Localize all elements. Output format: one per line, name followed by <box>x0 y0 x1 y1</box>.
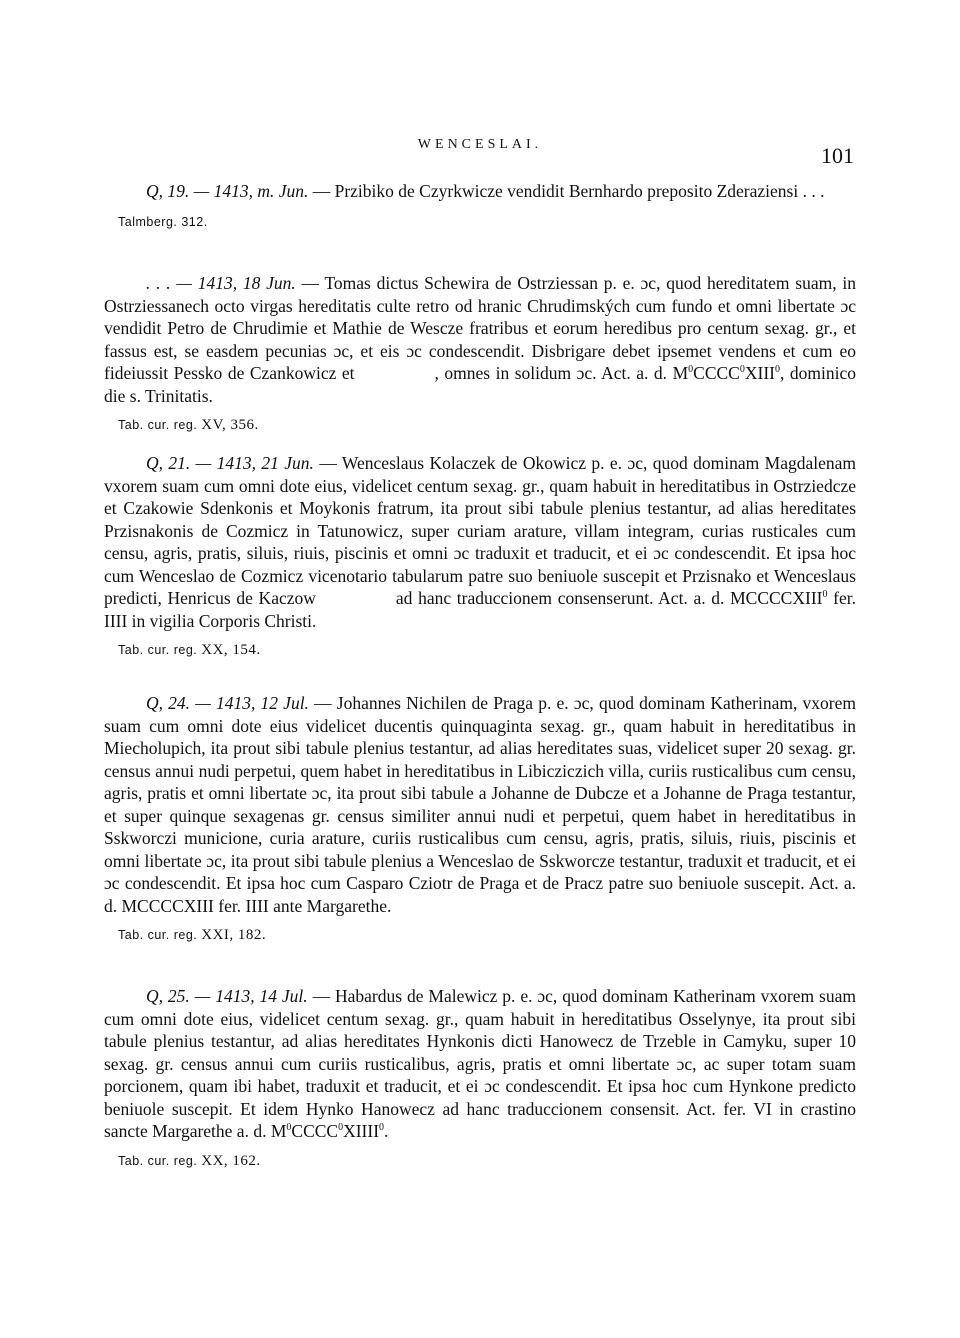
entry-source: Tab. cur. reg. XXI, 182. <box>118 927 267 943</box>
entry-body: — Johannes Nichilen de Praga p. e. ɔc, quod dominam Katherinam, vxorem suam cum omni dote eius videlicet ducentis quinquaginta sexag. gr., quam habuit in hereditatibus in Miecholupich, ita prout sibi tabule plenius testantur, ad alias hereditates suas, videlicet super 20 sexag. gr. census annui nudi perpetui, quem habet in hereditatibus in Libiczicziсh villa, curiis rusticalibus cum censu, agris, pratis et omni libertate ɔc, ita prout sibi tabule a Johanne de Dubcze et a Johanne de Praga testantur, et super quinque sexagenas gr. census similiter annui nudi et perpetui, quem habet in hereditatibus in Sskworczi municione, curia arature, curiis rusticalibus cum censu, agris, pratis, siluis, riuis, piscinis et omni libertate ɔc, ita prout sibi tabule plenius a Wenceslao de Sskworcze testantur, traduxit et traducit, et ei ɔc condescendit. Et ipsa hoc cum Casparo Cziotr de Praga et de Pracz patre suo beniuole suscepit. Act. a. d. MCCCCXIII fer. IIII ante Margarethe. <box>104 693 856 916</box>
entry-date: . . . — 1413, 18 Jun. <box>146 273 296 293</box>
entry-body: — Tomas dictus Schewira de Ostrziessan p. e. ɔc, quod hereditatem suam, in Ostrziessanech octo virgas hereditatis culte retro od hranic Chrudimských cum fundo et omni libertate ɔc vendidit Petro de Chrudimie et Mathie de Wescze fratribus et eorum heredibus pro centum sexag. gr., et fassus est, se easdem pecunias ɔc, et eis ɔc condescendit. Disbrigare debet ipsemet vendens et cum eo fideiussit Pessko de Czankowicz et <box>104 273 856 383</box>
entry-date: Q, 25. — 1413, 14 Jul. <box>146 986 308 1006</box>
entry-source: Tab. cur. reg. XX, 162. <box>118 1152 261 1169</box>
page-number: 101 <box>821 143 854 168</box>
entry-body: — Wenceslaus Kolaczek de Okowicz p. e. ɔc, quod dominam Magdalenam vxorem suam cum omni dote eius, videlicet centum sexag. gr., quam habuit in hereditatibus in Ostrziedcze et Czakowie Sdenkonis et Moykonis fratrum, ita prout sibi tabule plenius testantur, ad alias hereditates Przisnakonis de Cozmicz in Tatunowicz, super curiam arature, villam integram, curias rusticales cum censu, agris, pratis, siluis, riuis, piscinis et omni ɔc traduxit et traducit, et ei ɔc condescendit. Et ipsa hoc cum Wenceslao de Cozmicz vicenotario tabularum patre suo beniuole suscepit et Przisnako et Wenceslaus predicti, Henricus de Kaczow <box>104 453 857 608</box>
running-title: WENCESLAI. <box>417 137 543 152</box>
entry-q24 <box>104 692 856 944</box>
entry-body: — Przibiko de Czyrkwicze vendidit Bernhardo preposito Zderaziensi . . . <box>308 181 825 201</box>
entry-date: Q, 21. — 1413, 21 Jun. <box>146 453 314 473</box>
entry-date: Q, 24. — 1413, 12 Jul. <box>146 693 309 713</box>
entry-source: Tab. cur. reg. XV, 356. <box>118 417 259 433</box>
running-head <box>104 137 856 167</box>
entry-text: Q, 21. — 1413, 21 Jun. — Wenceslaus Kolaczek de Okowicz p. e. ɔc, quod dominam Magdalenam vxorem suam cum omni dote eius, videlicet centum sexag. gr., quam habuit in hereditatibus in Ostrziedcze et Czakowie Sdenkonis et Moykonis fratrum, ita prout sibi tabule plenius testantur, ad alias hereditates Przisnakonis de Cozmicz in Tatunowicz, super curiam arature, villam integram, curias rusticales cum censu, agris, pratis, siluis, riuis, piscinis et omni ɔc traduxit et traducit, et ei ɔc condescendit. Et ipsa hoc cum Wenceslao de Cozmicz vicenotario tabularum patre suo beniuole suscepit et Przisnako et Wenceslaus predicti, Henricus de Kaczow ad hanc traduccionem consenserunt. Act. a. d. MCCCCXIII$^0$ fer. IIII in vigilia Corporis Christi. <box>104 453 857 631</box>
entry-q19 <box>104 180 856 229</box>
entry-text <box>104 692 856 917</box>
entry-source: Tab. cur. reg. XX, 154. <box>118 642 261 658</box>
entry-body: — Habardus de Malewicz p. e. ɔc, quod dominam Katherinam vxorem suam cum omni dote eius, videlicet centum sexag. gr., quam habuit in hereditatibus Osselynye, ita prout sibi tabule plenius testantur, ad alias hereditates Hynkonis dicti Hanowecz de Trzeble in Camyku, super 10 sexag. gr. census annui cum curiis rusticalibus, agris, pratis et omni libertate ɔc, ac super totam suam porcionem, quam ibi habet, traduxit et traducit, et ei ɔc condescendit. Et ipsa hoc cum Hynkone predicto beniuole suscepit. Et idem Hynko Hanowecz ad hanc traduccionem consensit. Act. fer. VI in crastino sancte Margarethe a. d. M <box>104 986 856 1141</box>
entry-18jun <box>104 272 856 434</box>
entry-q21 <box>104 452 856 659</box>
entry-text: Q, 25. — 1413, 14 Jul. — Habardus de Malewicz p. e. ɔc, quod dominam Katherinam vxorem suam cum omni dote eius, videlicet centum sexag. gr., quam habuit in hereditatibus Osselynye, ita prout sibi tabule plenius testantur, ad alias hereditates Hynkonis dicti Hanowecz de Trzeble in Camyku, super 10 sexag. gr. census annui cum curiis rusticalibus, agris, pratis et omni libertate ɔc, ac super totam suam porcionem, quam ibi habet, traduxit et traducit, et ei ɔc condescendit. Et ipsa hoc cum Hynkone predicto beniuole suscepit. Et idem Hynko Hanowecz ad hanc traduccionem consensit. Act. fer. VI in crastino sancte Margarethe a. d. $M^0CCCC^0XIIII^0$. <box>104 986 856 1141</box>
entry-source: Talmberg. 312. <box>118 214 208 229</box>
entry-text <box>104 180 856 203</box>
entry-date: Q, 19. — 1413, m. Jun. <box>146 181 309 201</box>
entry-text: . . . — 1413, 18 Jun. — Tomas dictus Schewira de Ostrziessan p. e. ɔc, quod hereditatem suam, in Ostrziessanech octo virgas hereditatis culte retro od hranic Chrudimských cum fundo et omni libertate ɔc vendidit Petro de Chrudimie et Mathie de Wescze fratribus et eorum heredibus pro centum sexag. gr., et fassus est, se easdem pecunias ɔc, et eis ɔc condescendit. Disbrigare debet ipsemet vendens et cum eo fideiussit Pessko de Czankowicz et , omnes in solidum ɔc. Act. a. d. $M^0CCCC^0XIII^0$, dominico die s. Trinitatis. <box>104 273 856 406</box>
entry-q25 <box>104 985 856 1170</box>
